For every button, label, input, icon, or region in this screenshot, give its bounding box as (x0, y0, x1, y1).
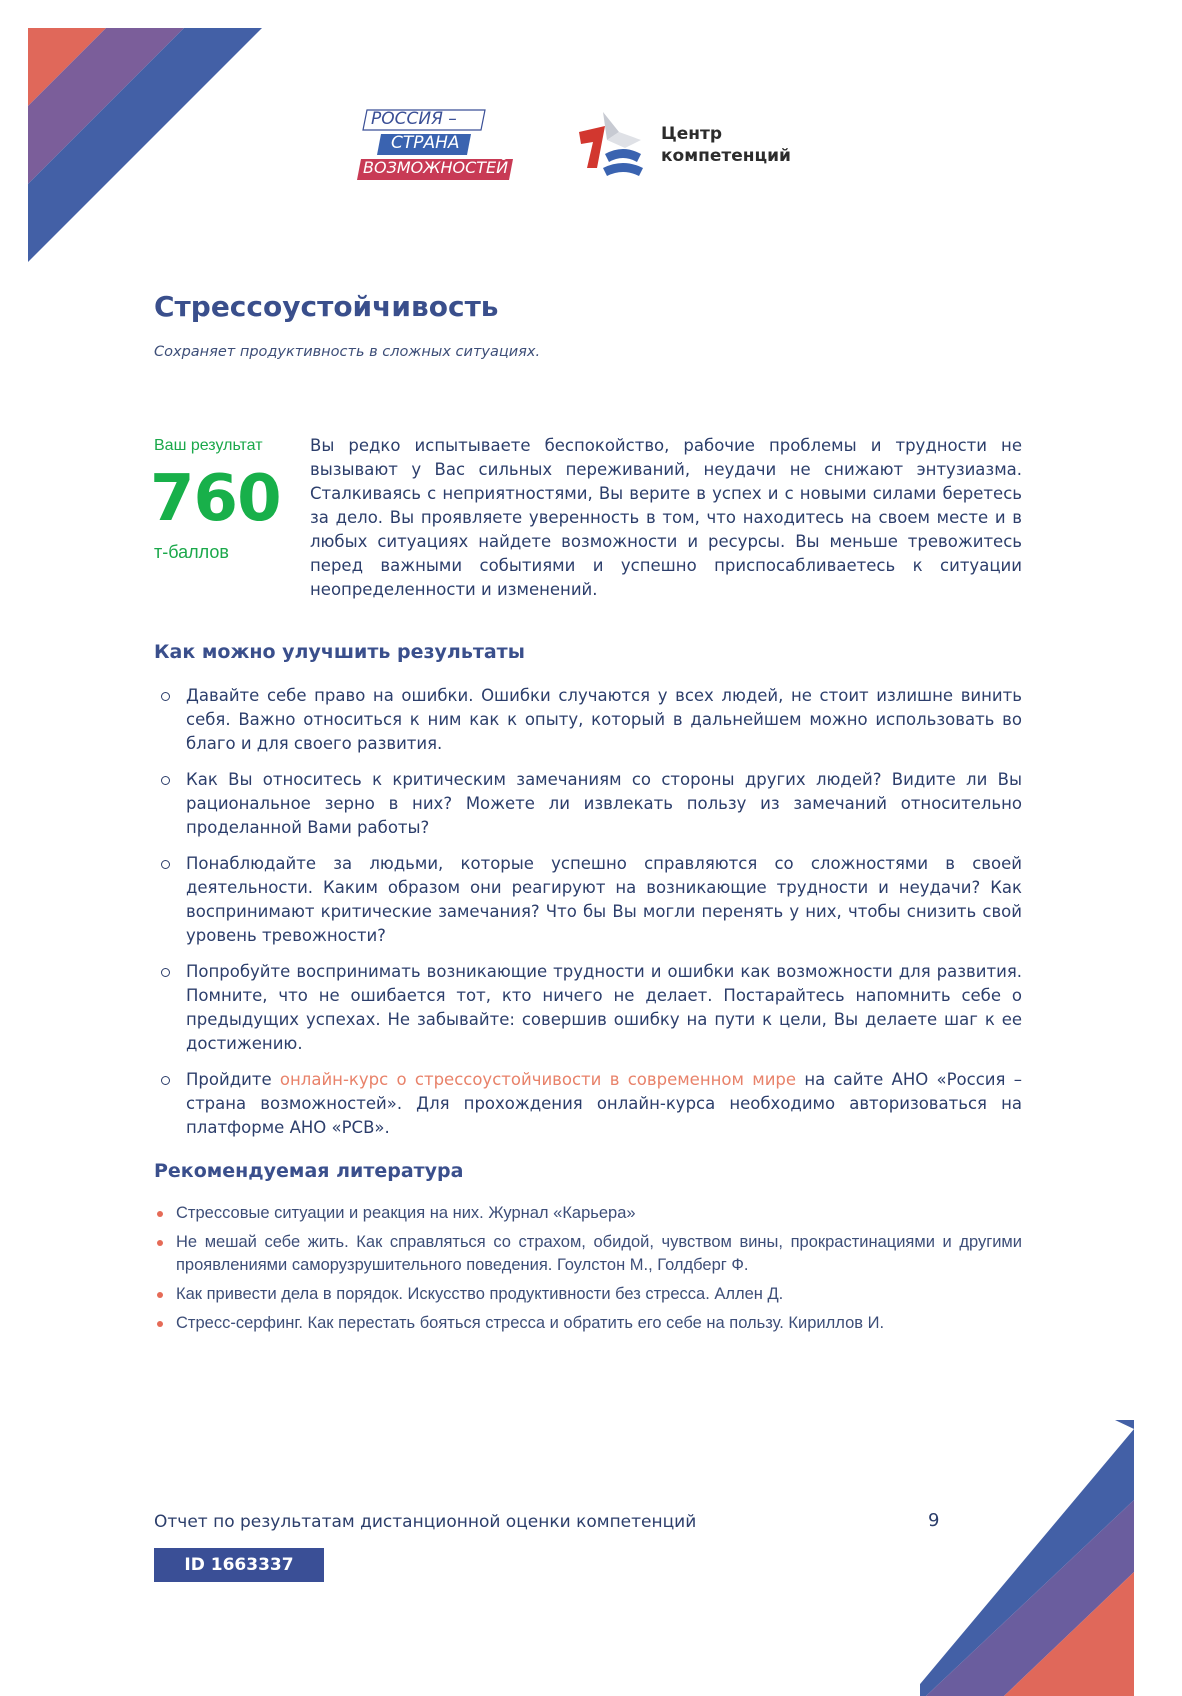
literature-text: Стресс-серфинг. Как перестать бояться стресса и обратить его себе на пользу. Кириллов И. (176, 1314, 885, 1332)
literature-text: Стрессовые ситуации и реакция на них. Журнал «Карьера» (176, 1204, 636, 1222)
tip-text: Как Вы относитесь к критическим замечаниям со стороны других людей? Видите ли Вы рациональное зерно в них? Можете ли извлекать пользу из замечаний относительно проделанной Вами работы? (186, 770, 1022, 837)
dot-bullet-icon (157, 1292, 163, 1298)
dot-bullet-icon (157, 1321, 163, 1327)
competence-center-line1: Центр (661, 124, 723, 144)
improve-heading: Как можно улучшить результаты (154, 641, 525, 663)
tip-text-before: Пройдите (186, 1070, 280, 1089)
circle-bullet-icon (161, 776, 170, 785)
dot-bullet-icon (157, 1211, 163, 1217)
tip-text-after: на сайте АНО «Россия – страна возможностей». Для прохождения онлайн-курса необходимо авторизоваться на платформе АНО «РСВ». (186, 1070, 1022, 1137)
rsv-logo-line2: СТРАНА (391, 133, 460, 153)
online-course-link[interactable]: онлайн-курс о стрессоустойчивости в современном мире (279, 1070, 797, 1089)
footer-report-title: Отчет по результатам дистанционной оценки компетенций (154, 1512, 697, 1532)
competence-center-logo (575, 110, 815, 182)
literature-text: Не мешай себе жить. Как справляться со страхом, обидой, чувством вины, прокрастинациями и другими проявлениями саморузрушительного поведения. Гоулстон М., Голдберг Ф. (176, 1233, 1022, 1274)
improve-tips-list (154, 684, 1022, 1152)
rsv-logo (355, 108, 555, 186)
list-item (154, 684, 1022, 756)
dot-bullet-icon (157, 1240, 163, 1246)
page-subtitle: Сохраняет продуктивность в сложных ситуациях. (154, 344, 541, 360)
list-item (154, 1202, 1022, 1225)
circle-bullet-icon (161, 692, 170, 701)
rsv-logo-line1: РОССИЯ – (371, 109, 457, 129)
competence-center-emblem-icon (575, 110, 655, 182)
list-item (154, 768, 1022, 840)
literature-text: Как привести дела в порядок. Искусство продуктивности без стресса. Аллен Д. (176, 1285, 784, 1303)
list-item (154, 1068, 1022, 1140)
result-description: Вы редко испытываете беспокойство, рабочие проблемы и трудности не вызывают у Вас сильных переживаний, неудачи не снижают энтузиазма. Сталкиваясь с неприятностями, Вы верите в успех и с новыми силами беретесь за дело. Вы проявляете уверенность в том, что находитесь на своем месте и в любых ситуациях найдете возможности и ресурсы. Вы меньше тревожитесь перед важными событиями и успешно приспосабливаетесь к ситуации неопределенности и изменений. (310, 436, 1022, 599)
result-score: 760 (150, 462, 281, 536)
list-item (154, 852, 1022, 948)
list-item (154, 960, 1022, 1056)
literature-list (154, 1202, 1022, 1341)
tip-text: Понаблюдайте за людьми, которые успешно справляются со сложностями в своей деятельности. Каким образом они реагируют на возникающие трудности и неудачи? Как воспринимают критические замечания? Что бы Вы могли перенять у них, чтобы снизить свой уровень тревожности? (186, 854, 1022, 945)
page-title: Стрессоустойчивость (154, 290, 499, 323)
tip-text: Давайте себе право на ошибки. Ошибки случаются у всех людей, не стоит излишне винить себя. Важно относиться к ним как к опыту, который в дальнейшем можно использовать во благо и для своего развития. (186, 686, 1022, 753)
list-item (154, 1283, 1022, 1306)
circle-bullet-icon (161, 1076, 170, 1085)
corner-decoration-bottom-right (920, 1420, 1182, 1696)
circle-bullet-icon (161, 860, 170, 869)
id-badge: ID 1663337 (154, 1548, 324, 1582)
tip-text: Попробуйте воспринимать возникающие трудности и ошибки как возможности для развития. Помните, что не ошибается тот, кто ничего не делает. Постарайтесь напомнить себе о предыдущих успехах. Не забывайте: совершив ошибку на пути к цели, Вы делаете шаг к ее достижению. (186, 962, 1022, 1053)
corner-decoration-top-left (0, 0, 300, 300)
result-unit: т-баллов (154, 542, 229, 562)
circle-bullet-icon (161, 968, 170, 977)
competence-center-line2: компетенций (661, 146, 791, 166)
list-item (154, 1231, 1022, 1277)
result-label: Ваш результат (154, 437, 263, 454)
page-number: 9 (928, 1510, 940, 1531)
rsv-logo-line3: ВОЗМОЖНОСТЕЙ (363, 158, 509, 177)
literature-heading: Рекомендуемая литература (154, 1160, 464, 1182)
list-item (154, 1312, 1022, 1335)
